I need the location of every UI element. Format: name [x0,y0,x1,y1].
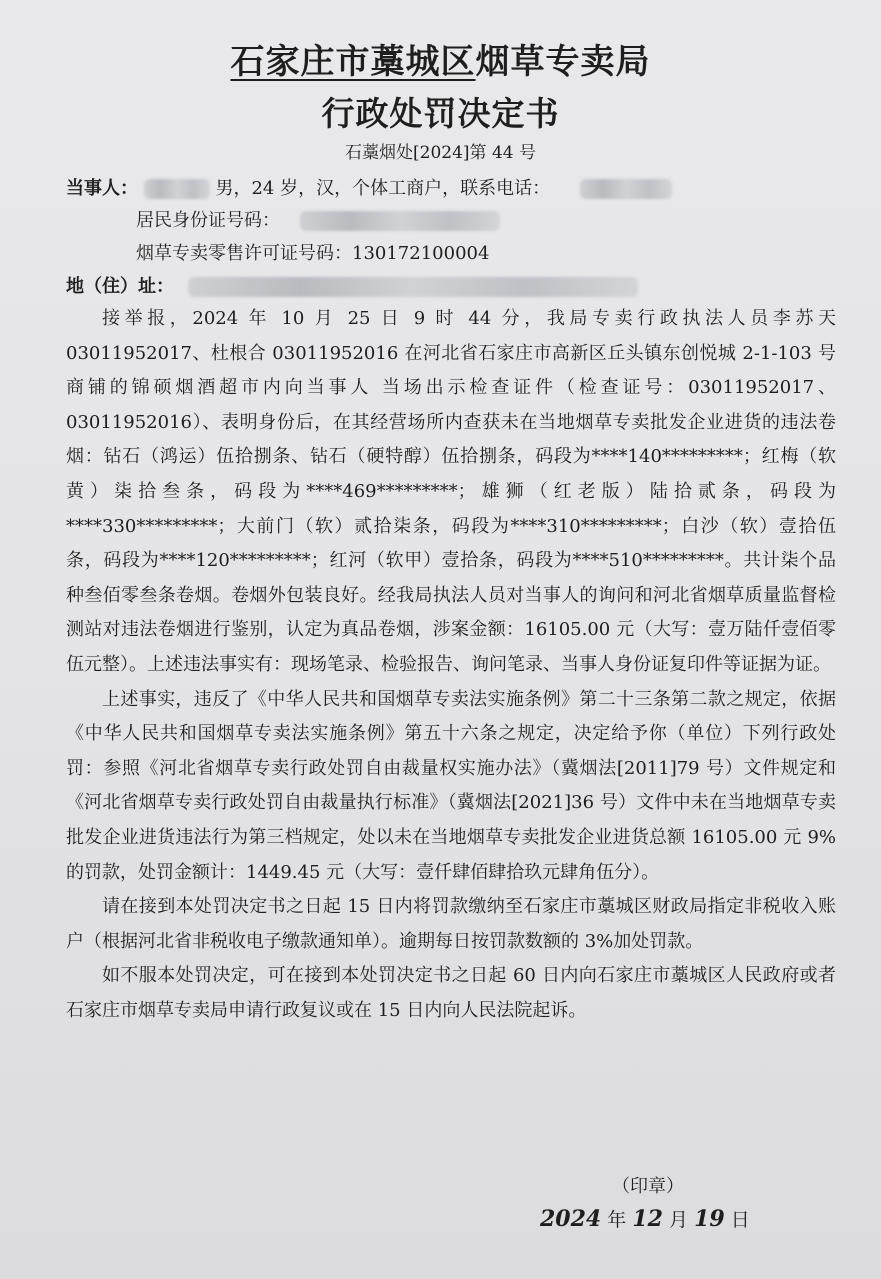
id-label: 居民身份证号码： [136,210,280,231]
appeal-paragraph: 如不服本处罚决定，可在接到本处罚决定书之日起 60 日内向石家庄市藁城区人民政府或者石家庄市烟草专卖局申请行政复议或在 15 日内向人民法院起诉。 [66,965,836,1021]
document-body [66,302,836,1028]
license-label: 烟草专卖零售许可证号码： [136,243,352,264]
payment-paragraph: 请在接到本处罚决定书之日起 15 日内将罚款缴纳至石家庄市藁城区财政局指定非税收入账户（根据河北省非税收电子缴款通知单）。逾期每日按罚款数额的 3%加处罚款。 [66,896,836,952]
party-label: 当事人： [66,178,138,199]
handwritten-month: 12 [632,1206,663,1232]
authority-bureau: 烟草专卖局 [475,42,651,82]
document-title: 行政处罚决定书 [321,94,560,133]
legal-basis-paragraph: 上述事实，违反了《中华人民共和国烟草专卖法实施条例》第二十三条第二款之规定，依据《中华人民共和国烟草专卖法实施条例》第五十六条之规定，决定给予你（单位）下列行政处罚：参照《河北省烟草专卖行政处罚自由裁量权实施办法》（冀烟法[2011]79 号）文件规定和《河北省烟草专卖行政处罚自由裁量执行标准》（冀烟法[2021]36 号）文件中未在当地烟草专卖批发企业进货违法行为第三档规定，处以未在当地烟草专卖批发企业进货总额 16105.00 元 9%的罚款，处罚金额计：1449.45 元（大写：壹仟肆佰肆拾玖元肆角伍分）。 [66,688,836,883]
redacted-address [188,277,638,297]
party-line [66,174,672,200]
handwritten-day: 19 [694,1206,725,1232]
license-number: 130172100004 [352,243,490,264]
signature-date [540,1205,750,1232]
authority-district: 石家庄市藁城区 [230,42,476,82]
month-char: 月 [669,1209,689,1231]
license-line [136,239,489,265]
document-number: 石藁烟处[2024]第 44 号 [345,143,536,163]
year-char: 年 [607,1209,627,1231]
address-line [66,272,638,298]
seal-placeholder: （印章） [612,1176,684,1197]
facts-paragraph: 接举报，2024 年 10 月 25 日 9 时 44 分，我局专卖行政执法人员李苏天 03011952017、杜根合 03011952016 在河北省石家庄市高新区丘头镇东创悦城 2-1-103 号商铺的锦硕烟酒超市内向当事人 当场出示检查证件（检查证号：03011952017、03011952016）、表明身份后，在其经营场所内查获未在当地烟草专卖批发企业进货的违法卷烟：钻石（鸿运）伍拾捌条、钻石（硬特醇）伍拾捌条，码段为****140*********；红梅（软黄）柒拾叁条，码段为****469*********；雄狮（红老版）陆拾贰条，码段为****330*********；大前门（软）贰拾柒条，码段为****310*********；白沙（软）壹拾伍条，码段为****120*********；红河（软甲）壹拾条，码段为****510*********。共计柒个品种叁佰零叁条卷烟。卷烟外包装良好。经我局执法人员对当事人的询问和河北省烟草质量监督检测站对违法卷烟进行鉴别，认定为真品卷烟，涉案金额：16105.00 元（大写：壹万陆仟壹佰零伍元整）。上述违法事实有：现场笔录、检验报告、询问笔录、当事人身份证复印件等证据为证。 [66,308,836,675]
redacted-name [144,179,210,199]
redacted-phone [580,179,672,199]
address-label: 地（住）址： [66,276,174,297]
day-char: 日 [730,1209,750,1231]
redacted-id-number [300,211,500,231]
id-line [136,206,500,232]
handwritten-year: 2024 [540,1206,602,1232]
issuing-authority-title [0,34,881,83]
party-info: 男，24 岁，汉，个体工商户，联系电话： [215,178,551,199]
